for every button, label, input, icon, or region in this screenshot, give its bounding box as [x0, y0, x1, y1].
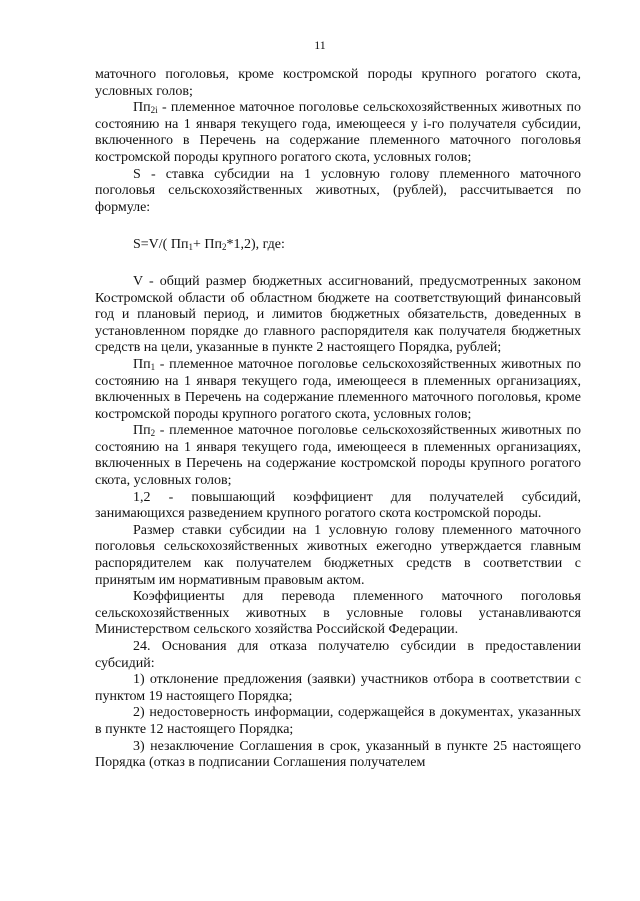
- paragraph: $Пп_1$ - племенное маточное поголовье сельскохозяйственных животных по состоянию на 1 января текущего года, имеющееся в племенных организациях, включенных в Перечень на содержание племенного маточного поголовья, кроме костромской породы крупного рогатого скота, условных голов;: [95, 356, 581, 422]
- paragraph: Размер ставки субсидии на 1 условную голову племенного маточного поголовья сельскохозяйственных животных ежегодно утверждается главным распорядителем как получателем бюджетных средств в соответствии с принятым им нормативным правовым актом.: [95, 522, 581, 588]
- variable-subscript: 1: [150, 361, 156, 372]
- variable-symbol: Пп: [133, 356, 151, 372]
- paragraph: $Пп_{2i}$ - племенное маточное поголовье сельскохозяйственных животных по состоянию на 1 января текущего года, имеющееся у i-го получателя субсидии, включенного в Перечень на содержание племенного маточного поголовья костромской породы крупного рогатого скота, условных голов;: [95, 100, 581, 165]
- paragraph: маточного поголовья, кроме костромской породы крупного рогатого скота, условных голов;: [95, 67, 581, 99]
- section-24-heading: 24. Основания для отказа получателю субсидии в предоставлении субсидий:: [95, 639, 581, 671]
- paragraph: Коэффициенты для перевода племенного маточного поголовья сельскохозяйственных животных в условные головы устанавливаются Министерством сельского хозяйства Российской Федерации.: [95, 589, 581, 638]
- variable-symbol: Пп: [133, 423, 151, 439]
- paragraph: $Пп_2$ - племенное маточное поголовье сельскохозяйственных животных по состоянию на 1 января текущего года, имеющееся в племенных организациях, включенных в Перечень на содержание костромской породы крупного рогатого скота, условных голов;: [95, 423, 581, 489]
- paragraph: 1,2 - повышающий коэффициент для получателей субсидий, занимающихся разведением крупного рогатого скота костромской породы.: [95, 489, 581, 522]
- list-item: 3) незаключение Соглашения в срок, указанный в пункте 25 настоящего Порядка (отказ в подписании Соглашения получателем: [95, 738, 581, 771]
- variable-subscript: 2: [150, 428, 156, 439]
- list-item: 2) недостоверность информации, содержащейся в документах, указанных в пункте 12 настоящего Порядка;: [95, 705, 581, 737]
- document-body: [95, 67, 581, 772]
- variable-symbol: Пп: [133, 100, 151, 116]
- page-number: 11: [314, 38, 326, 52]
- paragraph: V - общий размер бюджетных ассигнований, предусмотренных законом Костромской области об областном бюджете на соответствующий финансовый год и плановый период, и лимитов бюджетных обязательств, доведенных в установленном порядке до главного распорядителя как получателя бюджетных средств на цели, указанные в пункте 2 настоящего Порядка, рублей;: [95, 273, 581, 356]
- paragraph: S - ставка субсидии на 1 условную голову племенного маточного поголовья сельскохозяйственных животных, (рублей), рассчитывается по формуле:: [95, 166, 581, 215]
- variable-subscript: 2i: [150, 105, 158, 116]
- list-item: 1) отклонение предложения (заявки) участников отбора в соответствии с пунктом 19 настоящего Порядка;: [95, 672, 581, 704]
- formula: S=V/( $Пп_1+ Пп_2*1,2$), где:: [133, 237, 285, 253]
